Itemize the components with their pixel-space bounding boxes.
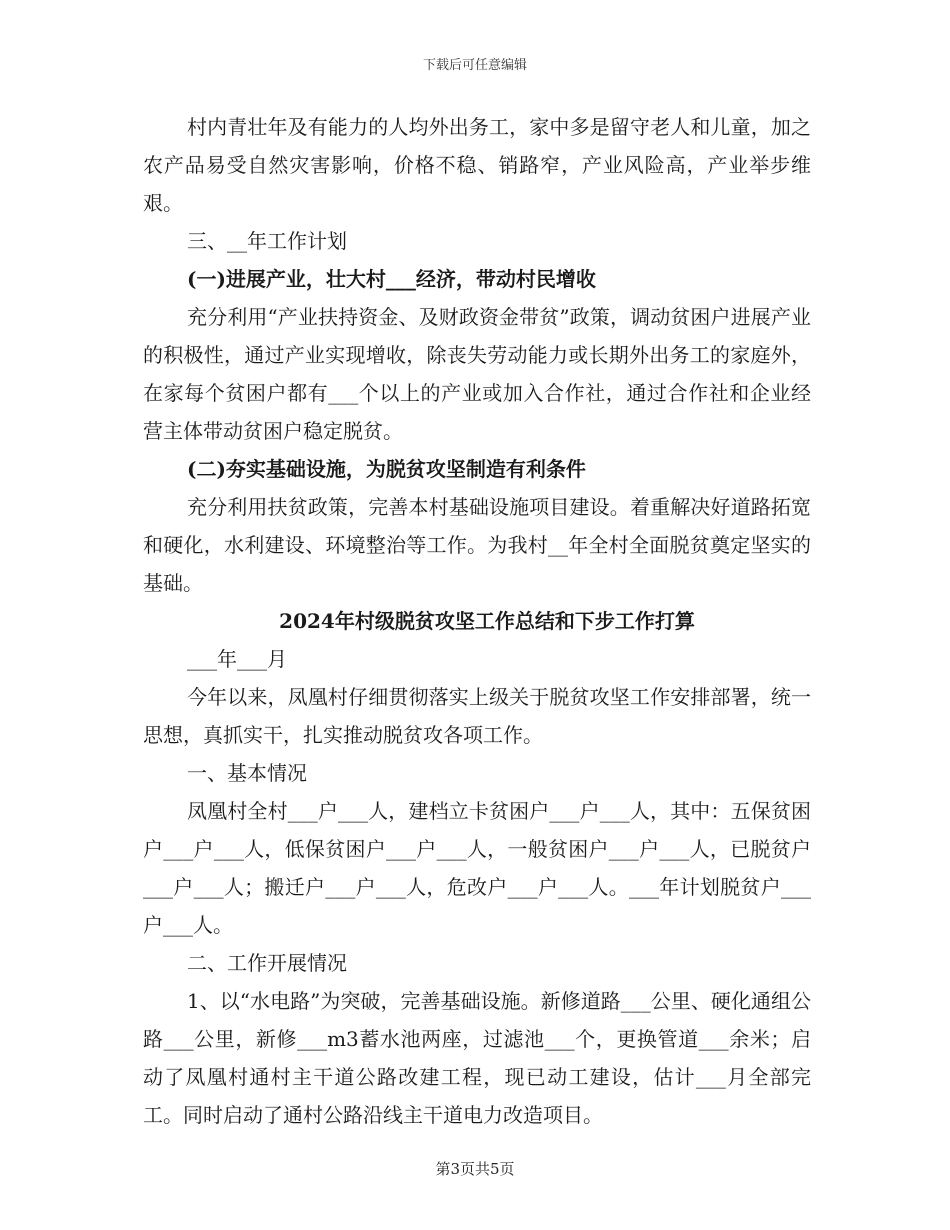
document-title: 2024年村级脱贫攻坚工作总结和下步工作打算 xyxy=(279,609,695,633)
page-header: 下载后可任意编辑 xyxy=(422,58,527,73)
subheading-infrastructure: (二)夯实基础设施，为脱贫攻坚制造有利条件 xyxy=(187,457,586,481)
page-number: 第3页共5页 xyxy=(435,1160,515,1178)
paragraph-work-progress: 1、以“水电路”为突破，完善基础设施。新修道路___公里、硬化通组公路___公里，新修___m3蓄水池两座，过滤池___个，更换管道___余米；启动了凤凰村通村主干道公路改建工程，现已动工建设，估计___月全部完工。同时启动了通村公路沿线主干道电力改造项目。 xyxy=(143,989,811,1127)
date-line: ___年___月 xyxy=(187,647,287,671)
paragraph-infrastructure: 充分利用扶贫政策，完善本村基础设施项目建设。着重解决好道路拓宽和硬化，水利建设、环境整治等工作。为我村__年全村全面脱贫奠定坚实的基础。 xyxy=(143,495,811,595)
paragraph-intro: 今年以来，凤凰村仔细贯彻落实上级关于脱贫攻坚工作安排部署，统一思想，真抓实干，扎实推动脱贫攻各项工作。 xyxy=(143,685,811,747)
paragraph-basic-info: 凤凰村全村___户___人，建档立卡贫困户___户___人，其中：五保贫困户___户___人，低保贫困户___户___人，一般贫困户___户___人，已脱贫户___户___人；搬迁户___户___人，危改户___户___人。___年计划脱贫户___户___人。 xyxy=(143,799,811,937)
section-heading-work-plan: 三、__年工作计划 xyxy=(187,229,347,253)
paragraph-industry-policy: 充分利用“产业扶持资金、及财政资金带贫”政策，调动贫困户进展产业的积极性，通过产业实现增收，除丧失劳动能力或长期外出务工的家庭外，在家每个贫困户都有___个以上的产业或加入合作社，通过合作社和企业经营主体带动贫困户稳定脱贫。 xyxy=(143,305,811,443)
document-body xyxy=(143,108,811,1134)
section-heading-work-progress: 二、工作开展情况 xyxy=(187,951,347,975)
section-heading-basic-info: 一、基本情况 xyxy=(187,761,307,785)
subheading-industry: (一)进展产业，壮大村___经济，带动村民增收 xyxy=(187,267,596,291)
paragraph-village-workforce: 村内青壮年及有能力的人均外出务工，家中多是留守老人和儿童，加之农产品易受自然灾害影响，价格不稳、销路窄，产业风险高，产业举步维艰。 xyxy=(143,115,811,215)
